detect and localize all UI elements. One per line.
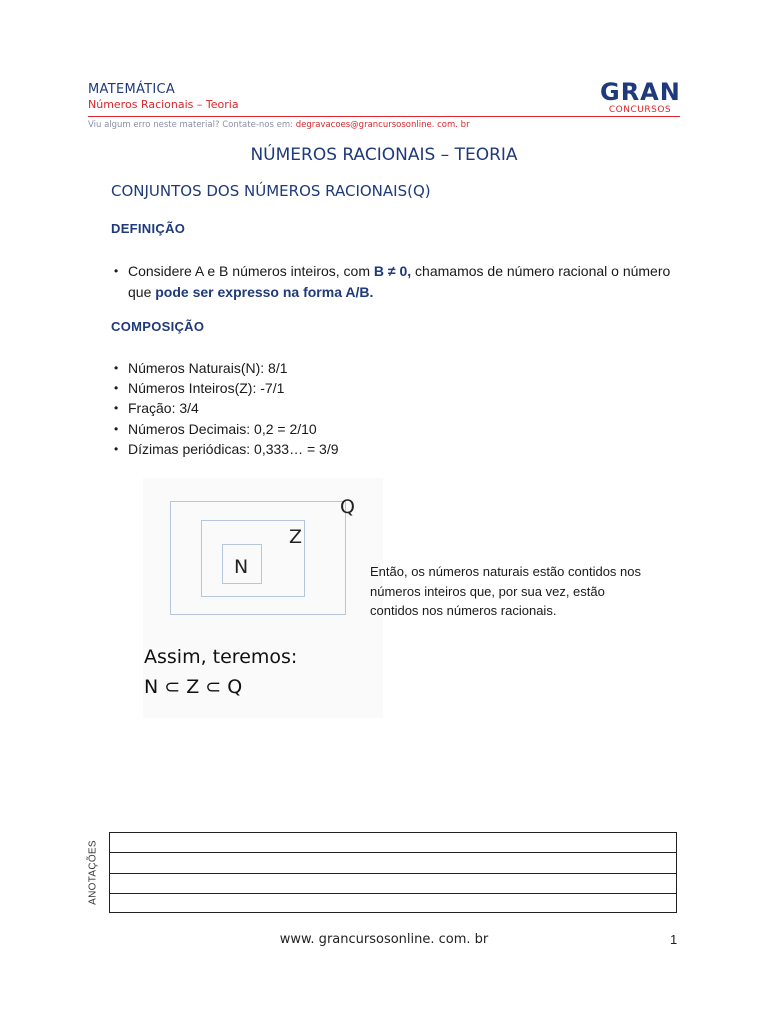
- document-title: NÚMEROS RACIONAIS – TEORIA: [250, 145, 518, 165]
- set-n-label: N: [234, 556, 249, 578]
- definition-heading: DEFINIÇÃO: [111, 221, 186, 236]
- list-item: • Dízimas periódicas: 0,333… = 3/9: [114, 439, 339, 459]
- definition-highlight-form: pode ser expresso na forma A/B: [155, 284, 370, 300]
- logo-sub-text: CONCURSOS: [608, 105, 672, 115]
- section-heading: CONJUNTOS DOS NÚMEROS RACIONAIS(Q): [111, 182, 431, 200]
- header-divider: [88, 116, 680, 117]
- composition-heading: COMPOSIÇÃO: [111, 319, 205, 334]
- contact-email-link[interactable]: degravacoes@grancursosonline. com. br: [295, 120, 470, 130]
- conclusion-text: Assim, teremos:: [144, 646, 298, 668]
- sets-diagram: [143, 478, 383, 718]
- set-q-label: Q: [340, 496, 355, 518]
- contact-line: [88, 120, 470, 130]
- notes-box[interactable]: [109, 832, 677, 913]
- composition-list: [114, 358, 339, 459]
- logo-main-text: GRAN: [600, 78, 681, 106]
- notes-label: ANOTAÇÕES: [87, 840, 99, 905]
- list-item: • Fração: 3/4: [114, 398, 339, 418]
- definition-item: • Considere A e B números inteiros, com B ≠ 0, chamamos de número racional o número que pode ser expresso na forma A/B.: [114, 261, 684, 303]
- explanation-text: Então, os números naturais estão contidos nos números inteiros que, por sua vez, estão contidos nos números racionais.: [370, 564, 641, 618]
- contact-prefix: Viu algum erro neste material? Contate-nos em:: [88, 120, 296, 130]
- note-line: [110, 852, 676, 853]
- list-item: • Números Naturais(N): 8/1: [114, 358, 339, 378]
- definition-highlight-condition: B ≠ 0,: [373, 263, 412, 279]
- subject-title: MATEMÁTICA: [88, 82, 176, 97]
- list-item: • Números Decimais: 0,2 = 2/10: [114, 419, 339, 439]
- gran-logo: [600, 80, 680, 115]
- note-line: [110, 893, 676, 894]
- definition-list: [114, 261, 684, 303]
- subset-relation: N ⊂ Z ⊂ Q: [144, 676, 243, 698]
- note-line: [110, 873, 676, 874]
- page-number: 1: [670, 932, 678, 947]
- set-z-label: Z: [289, 526, 303, 548]
- list-item: • Números Inteiros(Z): -7/1: [114, 378, 339, 398]
- subject-subtitle: Números Racionais – Teoria: [88, 98, 239, 111]
- footer-url[interactable]: www. grancursosonline. com. br: [279, 932, 489, 947]
